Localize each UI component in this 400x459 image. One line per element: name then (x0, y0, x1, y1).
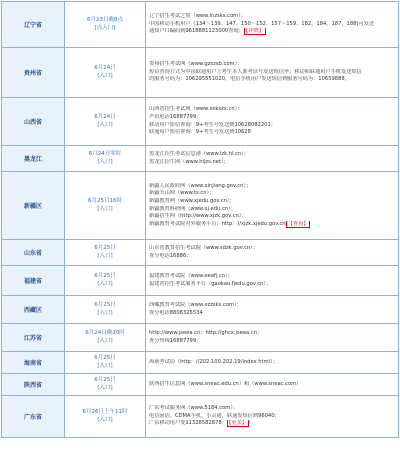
province-cell: 山西省 (2, 98, 65, 146)
channel-text[interactable]: 新疆天山网（www.ts.cn）； (149, 190, 215, 197)
table-row (2, 324, 399, 352)
channel-line (149, 76, 395, 84)
detail-link[interactable]: 【查看】 (287, 220, 309, 227)
table-row (2, 98, 399, 146)
channel-line (149, 338, 395, 346)
release-date: 6月25日 (94, 273, 116, 280)
release-date-cell (65, 48, 146, 98)
channel-text[interactable]: 黑龙江招生考试信息港（www.lzk.hl.cn）； (149, 150, 250, 157)
channel-text[interactable]: 西藏教育考试院（www.xzzsks.com）； (149, 301, 242, 308)
province-cell: 新疆区 (2, 172, 65, 240)
release-date-cell (65, 2, 146, 48)
channel-line (149, 206, 395, 214)
channel-text[interactable]: 通知户口编码到9618881123000查询； (149, 28, 244, 35)
entry-link[interactable]: [入口] (97, 384, 113, 391)
channel-line (149, 359, 395, 367)
channel-line (149, 28, 395, 36)
channel-line (149, 122, 395, 130)
channel-line (149, 198, 395, 206)
channel-text[interactable]: 中国移动手机用户（134～139、147、150～152、157～159、182、184、187、188)可发送 (149, 20, 375, 27)
release-date-cell (65, 396, 146, 438)
release-date: 6月24日 (94, 114, 116, 121)
province-cell: 福建省 (2, 266, 65, 296)
release-date-cell (65, 374, 146, 396)
channel-line (149, 183, 395, 191)
table-row (2, 146, 399, 172)
release-date: 6月23日晚8点 (87, 17, 123, 24)
channel-line (149, 159, 395, 167)
channel-line (149, 381, 395, 389)
channel-text[interactable]: 海南考试局（http：//202.100.202.19/index html）； (149, 358, 278, 365)
province-cell: 海南省 (2, 352, 65, 374)
province-cell: 辽宁省 (2, 2, 65, 48)
query-channels-cell (146, 2, 399, 48)
province-cell: 陕西省 (2, 374, 65, 396)
table-row (2, 352, 399, 374)
release-date: 6月24日 (94, 65, 116, 72)
channel-text[interactable]: 山西省招生考试网（www.sxkszx.cn）； (149, 106, 243, 113)
channel-line (149, 330, 395, 338)
province-cell: 山东省 (2, 240, 65, 266)
entry-link[interactable]: [入口] (97, 121, 113, 128)
channel-text[interactable]: 新疆招生网（http://www.xjzk.gov.cn）； (149, 213, 247, 220)
entry-link[interactable]: [入口] (97, 337, 113, 344)
channel-text[interactable]: http://www.jseea.cn；http://ghcx.jseea.cn； (149, 329, 263, 336)
channel-line (149, 420, 395, 428)
table-row (2, 266, 399, 296)
channel-text[interactable]: 福建省招生考试服务平台（gaokao.fjedu.gov.cn）； (149, 280, 272, 287)
channel-line (149, 273, 395, 281)
entry-link[interactable]: [入口] (97, 309, 113, 316)
release-date: 6月25日 (94, 302, 116, 309)
channel-line (149, 61, 395, 69)
channel-text[interactable]: 查分电话16886； (149, 252, 192, 259)
channel-line (149, 310, 395, 318)
release-date: 6月24日晚20时 (85, 330, 125, 337)
channel-text[interactable]: 查分热线16887799； (149, 337, 202, 344)
channel-line (149, 114, 395, 122)
entry-link[interactable]: [入口] (97, 205, 113, 212)
detail-link[interactable]: 【更多】 (228, 420, 247, 427)
channel-text[interactable]: 新疆教育考试院对外服务平台：http：//xjzk.xjedu.gov.cn (149, 220, 286, 227)
channel-line (149, 221, 395, 229)
channel-text[interactable]: 广东考试服务网（www.5184.com）； (149, 405, 239, 412)
channel-text[interactable]: 移动用户短信查询：9+考生号发送到10628082201； (149, 121, 276, 128)
entry-link[interactable]: [入口] (97, 72, 113, 79)
entry-link[interactable]: [入口] (97, 416, 113, 423)
release-date-cell (65, 240, 146, 266)
entry-link[interactable]: [入口] (97, 280, 113, 287)
channel-text[interactable]: 声讯电话16887799； (149, 113, 202, 120)
channel-text[interactable]: 新疆教育网（www.xjedu.gov.cn）； (149, 197, 235, 204)
table-row (2, 396, 399, 438)
query-channels-cell (146, 296, 399, 324)
channel-line (149, 21, 395, 29)
channel-text[interactable]: 的服务号码为：106295551020，电信手机用户发送短信到服务号码为：10659888。 (149, 76, 350, 83)
channel-text[interactable]: 陕西招生信息网（www.sneac.edu.cn）和（www.sneac.com） (149, 380, 302, 387)
entry-link[interactable]: [点入口] (94, 24, 116, 31)
channel-line (149, 405, 395, 413)
query-channels-cell (146, 98, 399, 146)
query-channels-cell (146, 266, 399, 296)
release-date: 6月25日 (94, 377, 116, 384)
channel-line (149, 69, 395, 77)
entry-link[interactable]: [入口] (97, 252, 113, 259)
query-channels-cell (146, 172, 399, 240)
table-row (2, 240, 399, 266)
release-date-cell (65, 324, 146, 352)
release-date: 6月24日零时 (88, 151, 122, 158)
table-row (2, 2, 399, 48)
channel-text[interactable]: 黑龙江招生网（www.hljzs.net）； (149, 158, 229, 165)
channel-line (149, 129, 395, 137)
channel-text[interactable]: 辽宁招生考试之窗（www.lnzsks.com）； (149, 13, 246, 20)
table-body (2, 2, 399, 438)
release-date: 6月25日16时 (88, 198, 122, 205)
channel-line (149, 253, 395, 261)
release-date: 6月26日上午11时 (82, 409, 128, 416)
detail-link[interactable]: 【详情】 (245, 28, 264, 35)
channel-line (149, 13, 395, 21)
province-cell: 广东省 (2, 396, 65, 438)
release-date-cell (65, 172, 146, 240)
query-channels-cell (146, 396, 399, 438)
province-cell: 江苏省 (2, 324, 65, 352)
entry-link[interactable]: [入口] (97, 158, 113, 165)
province-cell: 贵州省 (2, 48, 65, 98)
query-channels-cell (146, 48, 399, 98)
table-row (2, 296, 399, 324)
query-channels-cell (146, 374, 399, 396)
channel-text[interactable]: 新疆人民政府网（www.xinjiang.gov.cn）； (149, 182, 252, 189)
channel-line (149, 190, 395, 198)
channel-line (149, 151, 395, 159)
province-cell: 黑龙江 (2, 146, 65, 172)
score-query-table (1, 1, 399, 438)
channel-text[interactable]: 查分电话8808325534 (149, 309, 203, 316)
table-row (2, 48, 399, 98)
query-channels-cell (146, 240, 399, 266)
province-cell: 西藏区 (2, 296, 65, 324)
release-date-cell (65, 296, 146, 324)
channel-text[interactable]: 短信查询方式为中国联通用户上考生本人准考证号发送短信至；移动和联通用户手机发送短信 (149, 68, 362, 75)
channel-line (149, 245, 395, 253)
query-channels-cell (146, 146, 399, 172)
release-date-cell (65, 146, 146, 172)
channel-text[interactable]: 广东移动用户发11328582878； (149, 420, 227, 427)
channel-text[interactable]: 山东省教育招生考试院（www.sdzk.gov.cn）； (149, 244, 259, 251)
channel-line (149, 281, 395, 289)
table-row (2, 172, 399, 240)
channel-text[interactable]: 贵州招生考试网（www.gzszsb.com）； (149, 61, 243, 68)
release-date: 6月25日 (94, 355, 116, 362)
channel-text[interactable]: 电信固话、CDMA手机、小灵通，联通发短信到96040； (149, 412, 280, 419)
channel-line (149, 106, 395, 114)
entry-link[interactable]: [入口] (97, 362, 113, 369)
channel-text[interactable]: 新疆教育科研网（www.xj.edu.cn）； (149, 205, 236, 212)
channel-text[interactable]: 福建教育考试院（www.eeafj.cn）； (149, 272, 233, 279)
channel-line (149, 213, 395, 221)
channel-text[interactable]: 联通用户短信查询：9+考生号发送到10628 (149, 129, 251, 136)
query-channels-cell (146, 324, 399, 352)
release-date-cell (65, 98, 146, 146)
release-date-cell (65, 352, 146, 374)
channel-line (149, 302, 395, 310)
release-date-cell (65, 266, 146, 296)
table-row (2, 374, 399, 396)
release-date: 6月25日 (94, 245, 116, 252)
channel-line (149, 413, 395, 421)
query-channels-cell (146, 352, 399, 374)
